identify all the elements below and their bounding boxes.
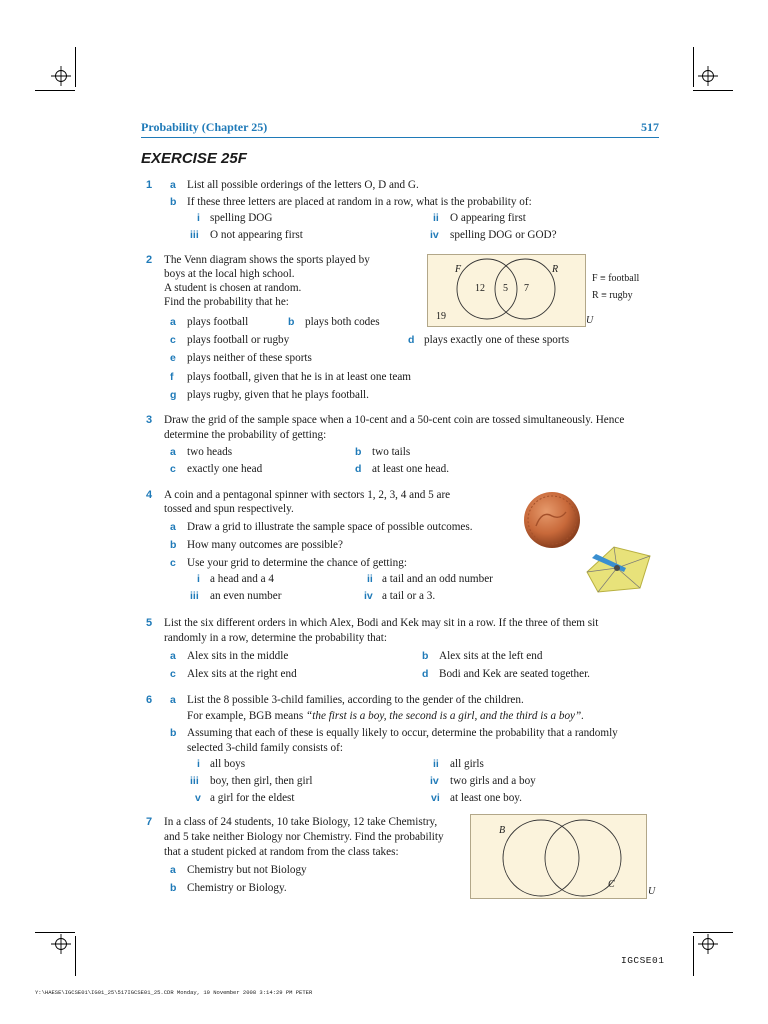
part-label: a [170, 316, 176, 328]
part-text: Draw a grid to illustrate the sample space of possible outcomes. [187, 521, 473, 533]
subpart-label: ii [367, 573, 373, 585]
intro-line: determine the probability of getting: [164, 429, 327, 441]
subpart-label: ii [433, 758, 439, 770]
part-label: b [422, 650, 429, 662]
subpart-text: boy, then girl, then girl [210, 775, 313, 787]
venn-region-value: 12 [475, 283, 485, 294]
part-text: plays football, given that he is in at least one team [187, 371, 412, 383]
part-text: Bodi and Kek are seated together. [439, 668, 590, 680]
part-text: If these three letters are placed at random in a row, what is the probability of: [187, 196, 532, 208]
subpart-text: all girls [450, 758, 484, 770]
intro-line: A student is chosen at random. [164, 282, 302, 294]
venn-region-value: 7 [524, 283, 529, 294]
part-label: b [170, 196, 177, 208]
venn-universe-label: U [648, 886, 656, 897]
part-label: b [170, 727, 177, 739]
part-text: How many outcomes are possible? [187, 539, 343, 551]
subpart-label: v [195, 792, 201, 804]
subpart-label: i [197, 212, 200, 224]
part-text: Assuming that each of these is equally likely to occur, determine the probability that a randomly [187, 727, 618, 739]
intro-line: A coin and a pentagonal spinner with sectors 1, 2, 3, 4 and 5 are [164, 489, 451, 501]
part-label: b [170, 882, 177, 894]
page-number: 517 [641, 120, 659, 134]
example-line [187, 709, 584, 723]
intro-line: Find the probability that he: [164, 296, 289, 308]
part-text: Use your grid to determine the chance of getting: [187, 557, 407, 569]
venn-universe-label: U [586, 315, 594, 326]
subpart-label: iv [430, 229, 439, 241]
part-label: a [170, 864, 176, 876]
part-label: e [170, 352, 176, 364]
part-label: b [288, 316, 295, 328]
intro-line: The Venn diagram shows the sports played by [164, 254, 370, 266]
part-label: f [170, 371, 174, 383]
part-label: b [355, 446, 362, 458]
part-label: a [170, 650, 176, 662]
part-text: Alex sits in the middle [187, 650, 289, 662]
part-text: plays rugby, given that he plays football. [187, 389, 369, 401]
running-header [141, 120, 659, 136]
part-label: a [170, 694, 176, 706]
subpart-text: a head and a 4 [210, 573, 274, 585]
subpart-text: O not appearing first [210, 229, 303, 241]
part-text: at least one head. [372, 463, 450, 475]
part-label: d [408, 334, 415, 346]
registration-mark-icon [698, 66, 718, 86]
chapter-title: Probability (Chapter 25) [141, 120, 268, 134]
subpart-text: all boys [210, 758, 246, 770]
part-text: plays exactly one of these sports [424, 334, 570, 346]
pentagonal-spinner-image [584, 542, 654, 594]
venn-set-label: B [499, 825, 506, 836]
intro-line: boys at the local high school. [164, 268, 295, 280]
subpart-text: a tail or a 3. [382, 590, 436, 602]
subpart-text: spelling DOG or GOD? [450, 229, 557, 241]
part-label: c [170, 668, 176, 680]
question-number: 1 [146, 179, 153, 191]
part-text: Chemistry or Biology. [187, 882, 287, 894]
venn-set-label: R [552, 264, 559, 275]
intro-line: Draw the grid of the sample space when a 10-cent and a 50-cent coin are tossed simultaneously. Hence [164, 414, 625, 426]
venn-region-value: 5 [503, 283, 508, 294]
part-label: a [170, 179, 176, 191]
part-text: List all possible orderings of the letters O, D and G. [187, 179, 419, 191]
venn-region-value: 19 [436, 311, 446, 322]
intro-line: that a student picked at random from the class takes: [164, 846, 399, 858]
venn-circles [471, 815, 646, 898]
part-text: Alex sits at the left end [439, 650, 543, 662]
subpart-label: i [197, 573, 200, 585]
part-text: plays football [187, 316, 249, 328]
part-label: b [170, 539, 177, 551]
venn-diagram-biology-chemistry [470, 814, 647, 899]
subpart-text: O appearing first [450, 212, 526, 224]
subpart-text: a girl for the eldest [210, 792, 295, 804]
intro-line: tossed and spun respectively. [164, 503, 294, 515]
part-text: plays both codes [305, 316, 380, 328]
footer-code: IGCSE01 [621, 955, 665, 966]
part-label: d [355, 463, 362, 475]
part-text: List the 8 possible 3-child families, according to the gender of the children. [187, 694, 524, 706]
subpart-label: iv [364, 590, 373, 602]
part-text: two heads [187, 446, 233, 458]
part-label: c [170, 557, 176, 569]
part-label: a [170, 446, 176, 458]
example-quote: “the first is a boy, the second is a girl, and the third is a boy”. [306, 710, 585, 722]
part-label: a [170, 521, 176, 533]
part-text: plays football or rugby [187, 334, 290, 346]
venn-set-label: C [608, 879, 615, 890]
question-number: 4 [146, 489, 153, 501]
subpart-label: ii [433, 212, 439, 224]
subpart-label: i [197, 758, 200, 770]
subpart-text: at least one boy. [450, 792, 522, 804]
venn-key: R ≡ rugby [592, 290, 633, 301]
question-number: 2 [146, 254, 153, 266]
registration-mark-icon [51, 66, 71, 86]
part-label: g [170, 389, 177, 401]
question-number: 6 [146, 694, 153, 706]
venn-key: F ≡ football [592, 273, 640, 284]
subpart-text: spelling DOG [210, 212, 273, 224]
question-number: 7 [146, 816, 153, 828]
subpart-label: iii [190, 229, 199, 241]
subpart-text: an even number [210, 590, 282, 602]
question-number: 5 [146, 617, 153, 629]
part-text: two tails [372, 446, 411, 458]
registration-mark-icon [698, 934, 718, 954]
file-path-slug: Y:\HAESE\IGCSE01\IG01_25\517IGCSE01_25.CDR Monday, 10 November 2008 3:14:29 PM PETER [35, 989, 313, 996]
question-number: 3 [146, 414, 153, 426]
subpart-text: two girls and a boy [450, 775, 536, 787]
part-text: exactly one head [187, 463, 263, 475]
header-rule [141, 137, 659, 138]
intro-line: and 5 take neither Biology nor Chemistry. Find the probability [164, 831, 444, 843]
part-text: plays neither of these sports [187, 352, 312, 364]
part-label: d [422, 668, 429, 680]
part-text: selected 3-child family consists of: [187, 742, 343, 754]
exercise-title: EXERCISE 25F [141, 150, 247, 167]
venn-set-label: F [455, 264, 462, 275]
subpart-label: vi [431, 792, 440, 804]
example-prefix: For example, BGB means [187, 710, 307, 722]
part-label: c [170, 463, 176, 475]
subpart-label: iv [430, 775, 439, 787]
intro-line: List the six different orders in which Alex, Bodi and Kek may sit in a row. If the three of them sit [164, 617, 599, 629]
coin-image [522, 490, 582, 550]
venn-diagram-football-rugby [427, 254, 586, 327]
subpart-label: iii [190, 775, 199, 787]
intro-line: In a class of 24 students, 10 take Biology, 12 take Chemistry, [164, 816, 438, 828]
part-text: Alex sits at the right end [187, 668, 297, 680]
intro-line: randomly in a row, determine the probability that: [164, 632, 387, 644]
subpart-text: a tail and an odd number [382, 573, 493, 585]
part-label: c [170, 334, 176, 346]
part-text: Chemistry but not Biology [187, 864, 307, 876]
registration-mark-icon [51, 934, 71, 954]
subpart-label: iii [190, 590, 199, 602]
